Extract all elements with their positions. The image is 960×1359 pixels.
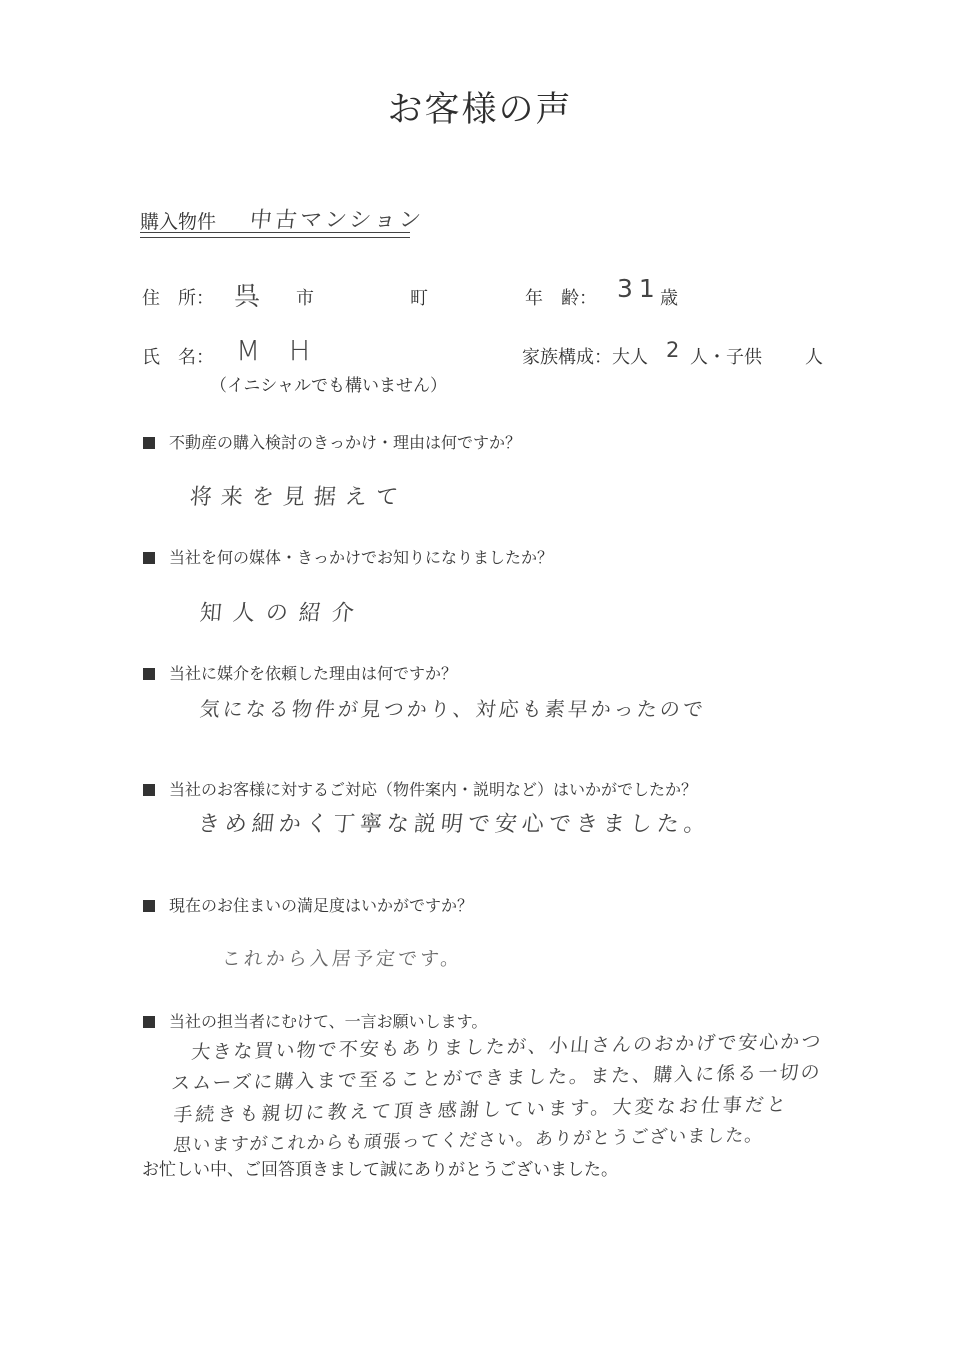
- square-bullet-icon: [143, 668, 155, 680]
- answer-1: 将来を見据えて: [188, 485, 408, 510]
- property-label: 購入物件: [140, 211, 217, 233]
- question-3: [143, 661, 457, 684]
- name-label: 氏 名：: [142, 347, 214, 368]
- square-bullet-icon: [143, 784, 155, 796]
- question-text: 当社に媒介を依頼した理由は何ですか？: [169, 664, 458, 683]
- closing-text: お忙しい中、ご回答頂きまして誠にありがとうございました。: [142, 1160, 618, 1180]
- page-title: お客様の声: [387, 90, 573, 130]
- property-value: 中古マンション: [248, 208, 426, 233]
- age-label: 年 齢：: [525, 288, 597, 309]
- question-text: 現在のお住まいの満足度はいかがですか？: [169, 896, 474, 915]
- property-underline: [140, 232, 410, 238]
- question-text: 当社の担当者にむけて、一言お願いします。: [169, 1012, 488, 1031]
- question-4: [143, 777, 697, 800]
- message-line-3: 手続きも親切に教えて頂き感謝しています。大変なお仕事だと: [172, 1093, 790, 1127]
- age-value: 31: [617, 274, 661, 303]
- question-text: 当社のお客様に対するご対応（物件案内・説明など）はいかがでしたか？: [169, 780, 698, 799]
- question-5: [143, 893, 473, 916]
- family-children-suffix: 人: [805, 347, 823, 368]
- age-suffix: 歳: [660, 288, 678, 309]
- square-bullet-icon: [143, 1016, 155, 1028]
- question-text: 不動産の購入検討のきっかけ・理由は何ですか？: [169, 433, 522, 452]
- address-town-suffix: 町: [410, 288, 428, 309]
- name-note: （イニシャルでも構いません）: [210, 376, 447, 396]
- answer-4: きめ細かく丁寧な説明で安心できました。: [196, 812, 713, 837]
- question-6: [143, 1009, 487, 1032]
- family-adults-suffix: 人・子供: [690, 347, 762, 368]
- square-bullet-icon: [143, 900, 155, 912]
- question-2: [143, 545, 553, 568]
- message-line-2: スムーズに購入まで至ることができました。また、購入に係る一切の: [170, 1061, 823, 1095]
- square-bullet-icon: [143, 552, 155, 564]
- answer-3: 気になる物件が見つかり、対応も素早かったので: [198, 697, 708, 721]
- family-label: 家族構成：大人: [522, 347, 648, 368]
- question-1: [143, 430, 521, 453]
- address-city-value: 呉: [234, 282, 261, 312]
- answer-2: 知人の紹介: [198, 601, 366, 626]
- message-line-1: 大きな買い物で不安もありましたが、小山さんのおかげで安心かつ: [190, 1030, 824, 1064]
- question-text: 当社を何の媒体・きっかけでお知りになりましたか？: [169, 548, 554, 567]
- answer-5: これから入居予定です。: [220, 948, 464, 970]
- family-adults: 2: [666, 338, 680, 362]
- address-city-suffix: 市: [296, 288, 314, 309]
- address-label: 住 所：: [142, 288, 214, 309]
- message-line-4: 思いますがこれからも頑張ってください。ありがとうございました。: [172, 1124, 765, 1157]
- name-value: M H: [236, 334, 321, 367]
- square-bullet-icon: [143, 437, 155, 449]
